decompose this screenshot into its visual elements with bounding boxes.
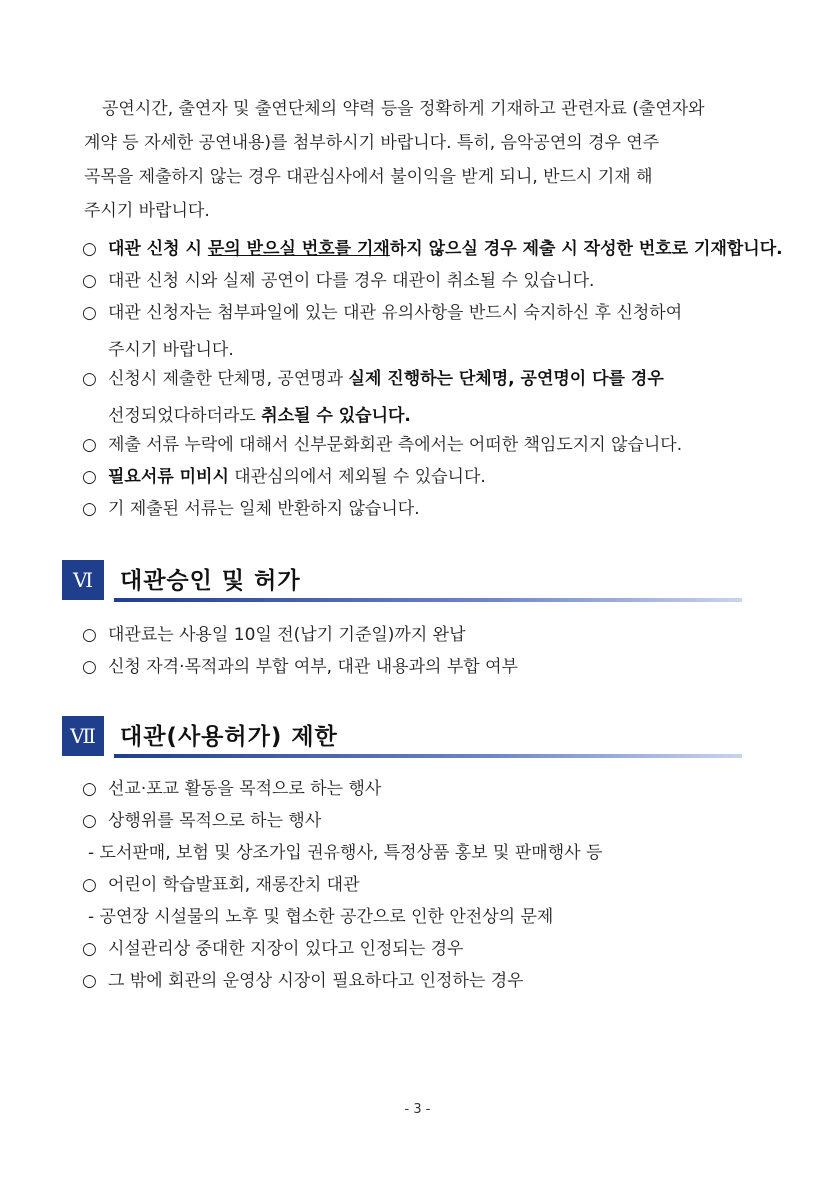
page-number: - 3 - [404, 1102, 431, 1117]
section-title: 대관승인 및 허가 [120, 568, 301, 594]
circle-bullet-icon: ○ [82, 499, 97, 519]
circle-bullet-icon: ○ [82, 239, 97, 259]
bullet-missing-docs: ○ 제출 서류 누락에 대해서 신부문화회관 측에서는 어떠한 책임도지지 않습니다. [82, 435, 683, 455]
bullet-precautions: ○ 대관 신청자는 첨부파일에 있는 대관 유의사항을 반드시 숙지하신 후 신청하여 주시기 바랍니다. [82, 303, 683, 360]
circle-bullet-icon: ○ [82, 657, 97, 677]
section-restriction-header [62, 716, 742, 758]
circle-bullet-icon: ○ [82, 625, 97, 645]
section7-item: ○ 시설관리상 중대한 지장이 있다고 인정되는 경우 [82, 939, 464, 959]
intro-line: 계약 등 자세한 공연내용)를 첨부하시기 바랍니다. 특히, 음악공연의 경우 연주 [84, 133, 660, 153]
section-approval-header [62, 560, 742, 602]
section7-item: ○ 상행위를 목적으로 하는 행사 [82, 811, 322, 831]
circle-bullet-icon: ○ [82, 369, 97, 389]
section7-subitem: - 도서판매, 보험 및 상조가입 권유행사, 특정상품 홍보 및 판매행사 등 [88, 843, 603, 863]
section-number-badge: Ⅵ [62, 560, 104, 600]
bullet-contact-number: ○ 대관 신청 시 문의 받으실 번호를 기재하지 않으실 경우 제출 시 작성한 번호로 기재합니다. [82, 239, 783, 259]
circle-bullet-icon: ○ [82, 467, 97, 487]
section-number-badge: Ⅶ [62, 716, 104, 756]
section7-item: ○ 그 밖에 회관의 운영상 시장이 필요하다고 인정하는 경우 [82, 971, 524, 991]
section-title: 대관(사용허가) 제한 [120, 724, 338, 750]
intro-line: 주시기 바랍니다. [84, 201, 210, 221]
intro-line: 공연시간, 출연자 및 출연단체의 약력 등을 정확하게 기재하고 관련자료 (출연자와 [102, 99, 705, 119]
circle-bullet-icon: ○ [82, 811, 97, 831]
bullet-no-return: ○ 기 제출된 서류는 일체 반환하지 않습니다. [82, 499, 420, 519]
section6-item: ○ 신청 자격·목적과의 부합 여부, 대관 내용과의 부합 여부 [82, 657, 518, 677]
bullet-required-docs: ○ 필요서류 미비시 대관심의에서 제외될 수 있습니다. [82, 467, 486, 487]
section-rule [114, 598, 742, 602]
circle-bullet-icon: ○ [82, 875, 97, 895]
section7-item: ○ 어린이 학습발표회, 재롱잔치 대관 [82, 875, 360, 895]
circle-bullet-icon: ○ [82, 939, 97, 959]
circle-bullet-icon: ○ [82, 303, 97, 323]
circle-bullet-icon: ○ [82, 779, 97, 799]
intro-paragraph [84, 92, 784, 228]
section7-item: ○ 선교·포교 활동을 목적으로 하는 행사 [82, 779, 382, 799]
section6-item: ○ 대관료는 사용일 10일 전(납기 기준일)까지 완납 [82, 625, 466, 645]
circle-bullet-icon: ○ [82, 435, 97, 455]
bullet-cancel-notice: ○ 대관 신청 시와 실제 공연이 다를 경우 대관이 취소될 수 있습니다. [82, 271, 595, 291]
bullet-name-mismatch: ○ 신청시 제출한 단체명, 공연명과 실제 진행하는 단체명, 공연명이 다를 경우 선정되었다하더라도 취소될 수 있습니다. [82, 369, 664, 426]
section-rule [114, 754, 742, 758]
circle-bullet-icon: ○ [82, 271, 97, 291]
intro-line: 곡목을 제출하지 않는 경우 대관심사에서 불이익을 받게 되니, 반드시 기재 해 [84, 167, 653, 187]
circle-bullet-icon: ○ [82, 971, 97, 991]
section7-subitem: - 공연장 시설물의 노후 및 협소한 공간으로 인한 안전상의 문제 [88, 907, 554, 927]
